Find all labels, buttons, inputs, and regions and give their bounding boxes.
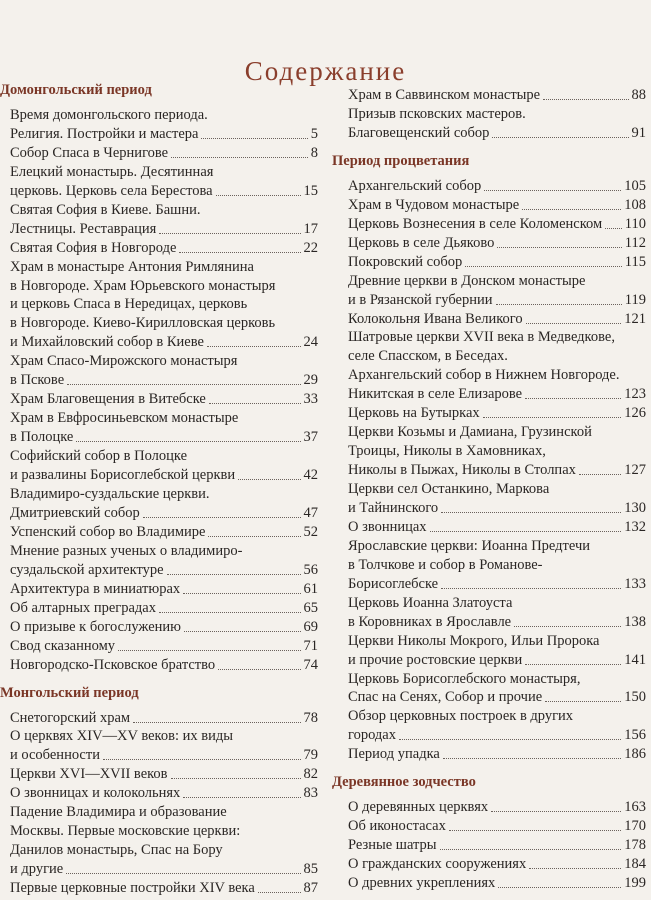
section-heading: Монгольский период: [0, 684, 139, 701]
entry-title-line: Церковь Вознесения в селе Коломенском: [348, 215, 603, 232]
dot-leader: [207, 345, 301, 347]
toc-entry[interactable]: [348, 707, 646, 745]
toc-entry[interactable]: [348, 196, 646, 215]
entry-title-line: Дмитриевский собор: [10, 504, 140, 521]
entry-title-line: Обзор церковных построек в других: [348, 708, 574, 725]
entry-title-line: Шатровые церкви XVII века в Медведкове,: [348, 329, 615, 346]
toc-entry[interactable]: [348, 817, 646, 836]
entry-title-line: и развалины Борисоглебской церкви: [10, 467, 236, 484]
dot-leader: [579, 473, 621, 475]
page-number: 186: [624, 746, 646, 763]
toc-entry[interactable]: [348, 253, 646, 272]
page-number: 85: [303, 861, 318, 878]
toc-entry[interactable]: [10, 637, 318, 656]
dot-leader: [209, 402, 301, 404]
dot-leader: [525, 397, 621, 399]
page-number: 121: [624, 310, 646, 327]
entry-title-line: Новгородско-Псковское братство: [10, 656, 216, 673]
dot-leader: [491, 810, 621, 812]
entry-title-line: Период упадка: [348, 746, 440, 763]
page-number: 5: [310, 125, 318, 142]
page-number: 110: [624, 215, 646, 232]
entry-title-line: Первые церковные постройки XIV века: [10, 880, 255, 897]
dot-leader: [514, 625, 621, 627]
page-number: 119: [624, 291, 646, 308]
dot-leader: [159, 611, 301, 613]
dot-leader: [529, 867, 621, 869]
entry-title-line: Свод сказанному: [10, 637, 116, 654]
entry-title-line: Храм в Евфросиньевском монастыре: [10, 410, 239, 427]
entry-title-line: Об иконостасах: [348, 818, 446, 835]
page-number: 83: [303, 785, 318, 802]
toc-entry[interactable]: [348, 177, 646, 196]
dot-leader: [498, 886, 621, 888]
page-number: 141: [624, 651, 646, 668]
dot-leader: [133, 721, 300, 723]
entry-title-line: Об алтарных преградах: [10, 599, 156, 616]
toc-entry[interactable]: [348, 404, 646, 423]
page-number: 108: [624, 196, 646, 213]
dot-leader: [201, 137, 307, 139]
entry-title-line: Архангельский собор в Нижнем Новгороде.: [348, 367, 620, 384]
page-number: 8: [310, 144, 318, 161]
dot-leader: [525, 663, 621, 665]
toc-entry[interactable]: [10, 523, 318, 542]
entry-title-line: Борисоглебске: [348, 575, 439, 592]
entry-title-line: Церковь Борисоглебского монастыря,: [348, 670, 581, 687]
entry-title-line: в Полоцке: [10, 429, 74, 446]
toc-entry[interactable]: [10, 258, 318, 353]
entry-title-line: Церковь в селе Дьяково: [348, 234, 495, 251]
dot-leader: [171, 156, 308, 158]
entry-title-line: О призыве к богослужению: [10, 618, 181, 635]
entry-title-line: Софийский собор в Полоцке: [10, 448, 188, 465]
toc-entry[interactable]: [348, 670, 646, 708]
toc-entry[interactable]: [348, 328, 646, 404]
toc-entry[interactable]: [10, 580, 318, 599]
entry-title-line: Владимиро-суздальские церкви.: [10, 486, 210, 502]
page-number: 56: [303, 561, 318, 578]
dot-leader: [179, 251, 300, 253]
page-number: 132: [624, 518, 646, 535]
entry-title-line: О звонницах и колокольнях: [10, 785, 181, 802]
dot-leader: [430, 530, 622, 532]
entry-title-line: Святая София в Киеве. Башни.: [10, 201, 201, 218]
dot-leader: [522, 208, 621, 210]
entry-title-line: Призыв псковских мастеров.: [348, 105, 526, 122]
page-title: Содержание: [244, 56, 407, 87]
entry-title-line: Время домонгольского периода.: [10, 107, 208, 123]
section-heading: Домонгольский период: [0, 82, 152, 98]
toc-entry[interactable]: [10, 727, 318, 765]
page-number: 79: [303, 747, 318, 764]
entry-title-line: Храм в Саввинском монастыре: [348, 87, 541, 103]
page-number: 69: [303, 618, 318, 635]
dot-leader: [103, 758, 301, 760]
entry-title-line: Храм в монастыре Антония Римлянина: [10, 258, 254, 275]
entry-title-line: О звонницах: [348, 518, 427, 535]
page-number: 29: [303, 372, 318, 389]
page-number: 126: [624, 405, 646, 422]
dot-leader: [441, 587, 621, 589]
page-number: 199: [624, 875, 646, 892]
page-number: 87: [303, 880, 318, 897]
page-number: 52: [303, 523, 318, 540]
dot-leader: [143, 516, 301, 518]
entry-title-line: церковь. Церковь села Берестова: [10, 182, 213, 199]
dot-leader: [440, 848, 622, 850]
page-number: 33: [303, 391, 318, 408]
dot-leader: [399, 738, 621, 740]
dot-leader: [183, 796, 300, 798]
toc-entry[interactable]: [10, 765, 318, 784]
dot-leader: [183, 592, 300, 594]
entry-title-line: Храм Благовещения в Витебске: [10, 391, 206, 408]
page-number: 22: [303, 239, 318, 256]
dot-leader: [171, 777, 301, 779]
dot-leader: [76, 440, 300, 442]
entry-title-line: Мнение разных ученых о владимиро-: [10, 542, 243, 559]
dot-leader: [465, 265, 622, 267]
entry-title-line: Церкви XVI—XVII веков: [10, 766, 168, 783]
page-number: 91: [631, 124, 646, 141]
page-number: 105: [624, 177, 646, 194]
dot-leader: [208, 535, 300, 537]
entry-title-line: Храм Спасо-Мирожского монастыря: [10, 353, 238, 370]
page-number: 78: [303, 709, 318, 726]
dot-leader: [159, 232, 300, 234]
section-heading: Деревянное зодчество: [332, 774, 476, 791]
entry-title-line: О древних укреплениях: [348, 875, 496, 892]
toc-entry[interactable]: [10, 599, 318, 618]
entry-title-line: суздальской архитектуре: [10, 561, 164, 578]
page-number: 74: [303, 656, 318, 673]
page-number: 138: [624, 613, 646, 630]
page-number: 42: [303, 467, 318, 484]
page-number: 47: [303, 504, 318, 521]
toc-entry[interactable]: [10, 201, 318, 239]
entry-title-line: в Толчкове и собор в Романове-: [348, 556, 543, 573]
dot-leader: [443, 757, 621, 759]
dot-leader: [543, 98, 628, 100]
dot-leader: [67, 383, 300, 385]
dot-leader: [238, 478, 300, 480]
toc-entry[interactable]: [10, 106, 318, 144]
entry-title-line: и особенности: [10, 747, 100, 764]
toc-entry[interactable]: [348, 874, 646, 893]
dot-leader: [526, 322, 622, 324]
entry-title-line: О церквях XIV—XV веков: их виды: [10, 728, 233, 745]
entry-title-line: Архангельский собор: [348, 177, 482, 194]
toc-entry[interactable]: [10, 879, 318, 898]
dot-leader: [441, 511, 621, 513]
toc-entry[interactable]: [348, 537, 646, 594]
page-number: 71: [303, 637, 318, 654]
entry-title-line: Лестницы. Реставрация: [10, 220, 157, 237]
dot-leader: [118, 649, 300, 651]
toc-entry[interactable]: [10, 409, 318, 447]
page-number: 178: [624, 837, 646, 854]
entry-title-line: селе Спасском, в Беседах.: [348, 348, 508, 365]
entry-title-line: Церкви Козьмы и Дамиана, Грузинской: [348, 424, 592, 441]
toc-entry[interactable]: [348, 594, 646, 632]
entry-title-line: Церковь на Бутырках: [348, 405, 480, 422]
dot-leader: [216, 194, 301, 196]
toc-entry[interactable]: [348, 234, 646, 253]
entry-title-line: в Коровниках в Ярославле: [348, 613, 512, 630]
toc-entry[interactable]: [10, 239, 318, 258]
toc-entry[interactable]: [10, 803, 318, 879]
toc-entry[interactable]: [348, 423, 646, 480]
entry-title-line: Елецкий монастырь. Десятинная: [10, 163, 214, 180]
entry-title-line: Резные шатры: [348, 837, 437, 854]
entry-title-line: и Тайнинского: [348, 499, 439, 516]
toc-entry[interactable]: [10, 163, 318, 201]
dot-leader: [66, 872, 300, 874]
entry-title-line: Падение Владимира и образование: [10, 804, 227, 821]
page-number: 130: [624, 499, 646, 516]
dot-leader: [496, 303, 622, 305]
entry-title-line: Церкви сел Останкино, Маркова: [348, 481, 550, 498]
entry-title-line: и церковь Спаса в Нередицах, церковь: [10, 296, 248, 313]
toc-entry[interactable]: [348, 215, 646, 234]
entry-title-line: в Пскове: [10, 372, 65, 389]
page-number: 163: [624, 799, 646, 816]
page-number: 184: [624, 856, 646, 873]
page-number: 82: [303, 766, 318, 783]
dot-leader: [605, 227, 622, 229]
entry-title-line: Церкви Николы Мокрого, Ильи Пророка: [348, 632, 600, 649]
entry-title-line: Религия. Постройки и мастера: [10, 125, 199, 142]
dot-leader: [218, 668, 300, 670]
toc-entry[interactable]: [348, 480, 646, 518]
entry-title-line: О деревянных церквях: [348, 799, 489, 816]
toc-entry[interactable]: [348, 105, 646, 143]
toc-entry[interactable]: [348, 310, 646, 329]
toc-entry[interactable]: [10, 485, 318, 523]
page-number: 133: [624, 575, 646, 592]
dot-leader: [258, 891, 301, 893]
entry-title-line: Никитская в селе Елизарове: [348, 386, 523, 403]
page-number: 15: [303, 182, 318, 199]
section-heading: Период процветания: [332, 152, 470, 169]
dot-leader: [167, 573, 301, 575]
toc-entry[interactable]: [10, 390, 318, 409]
entry-title-line: Успенский собор во Владимире: [10, 523, 206, 540]
toc-entry[interactable]: [10, 144, 318, 163]
toc-entry[interactable]: [10, 656, 318, 675]
page-number: 115: [624, 253, 646, 270]
entry-title-line: Архитектура в миниатюрах: [10, 580, 181, 597]
entry-title-line: Спас на Сенях, Собор и прочие: [348, 689, 543, 706]
entry-title-line: Церковь Иоанна Златоуста: [348, 594, 513, 611]
toc-entry[interactable]: [10, 784, 318, 803]
entry-title-line: городах: [348, 727, 396, 744]
entry-title-line: О гражданских сооружениях: [348, 856, 527, 873]
page-number: 61: [303, 580, 318, 597]
dot-leader: [184, 630, 301, 632]
entry-title-line: и Михайловский собор в Киеве: [10, 334, 204, 351]
page-number: 150: [624, 689, 646, 706]
entry-title-line: Николы в Пыжах, Николы в Столпах: [348, 462, 576, 479]
dot-leader: [492, 136, 628, 138]
toc-entry[interactable]: [348, 86, 646, 105]
page-number: 24: [303, 334, 318, 351]
toc-entry[interactable]: [10, 618, 318, 637]
entry-title-line: Храм в Чудовом монастыре: [348, 196, 520, 213]
dot-leader: [484, 189, 621, 191]
page-number: 37: [303, 429, 318, 446]
entry-title-line: и прочие ростовские церкви: [348, 651, 523, 668]
entry-title-line: и другие: [10, 861, 64, 878]
page-number: 112: [624, 234, 646, 251]
toc-entry[interactable]: [10, 447, 318, 485]
entry-title-line: Благовещенский собор: [348, 124, 490, 141]
toc-entry[interactable]: [348, 632, 646, 670]
page-number: 65: [303, 599, 318, 616]
page-number: 156: [624, 727, 646, 744]
entry-title-line: и в Рязанской губернии: [348, 291, 493, 308]
toc-entry[interactable]: [348, 272, 646, 310]
entry-title-line: Троицы, Николы в Хамовниках,: [348, 443, 546, 460]
entry-title-line: в Новгороде. Киево-Кирилловская церковь: [10, 315, 276, 332]
entry-title-line: Снетогорский храм: [10, 709, 131, 726]
entry-title-line: Ярославские церкви: Иоанна Предтечи: [348, 537, 590, 554]
toc-entry[interactable]: [348, 518, 646, 537]
page-number: 170: [624, 818, 646, 835]
entry-title-line: Покровский собор: [348, 253, 463, 270]
page-number: 123: [624, 386, 646, 403]
page-number: 88: [631, 87, 646, 103]
entry-title-line: Древние церкви в Донском монастыре: [348, 272, 586, 289]
toc-entry[interactable]: [10, 709, 318, 728]
dot-leader: [483, 416, 622, 418]
dot-leader: [497, 246, 621, 248]
toc-entry[interactable]: [348, 836, 646, 855]
entry-title-line: Колокольня Ивана Великого: [348, 310, 523, 327]
entry-title-line: в Новгороде. Храм Юрьевского монастыря: [10, 277, 276, 294]
toc-entry[interactable]: [348, 745, 646, 764]
toc-entry[interactable]: [10, 542, 318, 580]
entry-title-line: Собор Спаса в Чернигове: [10, 144, 169, 161]
page-number: 127: [624, 462, 646, 479]
page-number: 17: [303, 220, 318, 237]
entry-title-line: Данилов монастырь, Спас на Бору: [10, 842, 223, 859]
dot-leader: [449, 829, 621, 831]
toc-entry[interactable]: [10, 352, 318, 390]
dot-leader: [545, 700, 621, 702]
toc-entry[interactable]: [348, 798, 646, 817]
toc-entry[interactable]: [348, 855, 646, 874]
entry-title-line: Москвы. Первые московские церкви:: [10, 823, 241, 840]
entry-title-line: Святая София в Новгороде: [10, 239, 177, 256]
